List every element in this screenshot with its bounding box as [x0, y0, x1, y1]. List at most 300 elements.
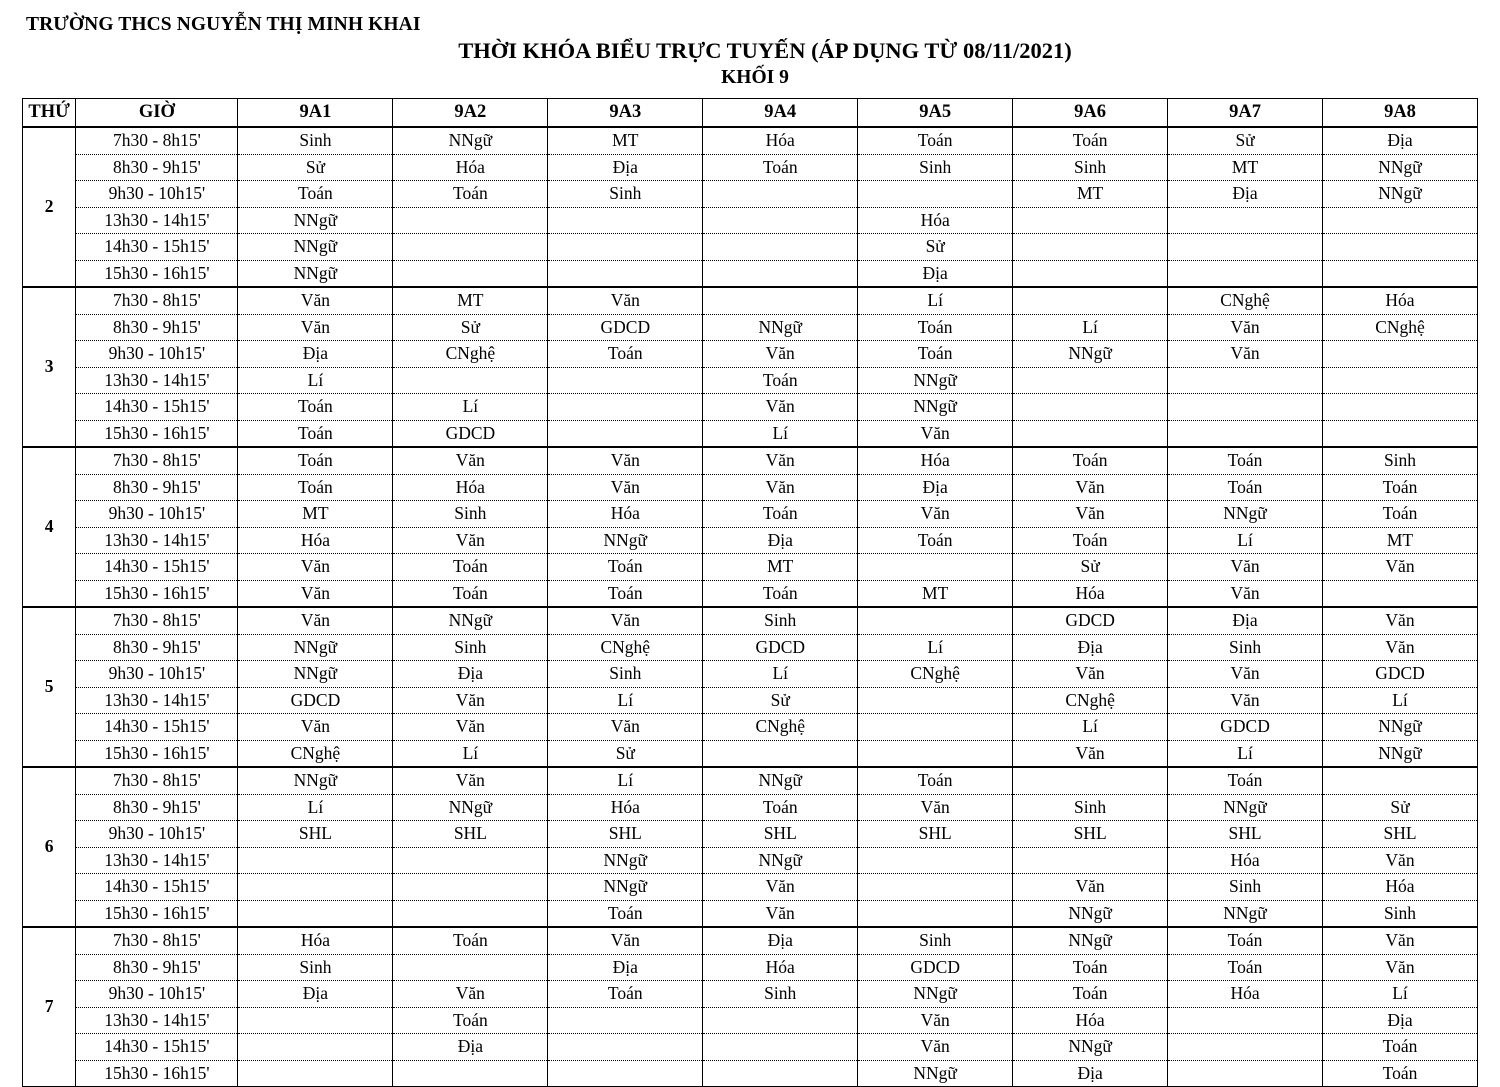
subject-cell: Văn	[1323, 554, 1478, 581]
period-time: 14h30 - 15h15'	[76, 874, 238, 901]
table-row	[23, 1034, 1478, 1061]
subject-cell: MT	[1323, 527, 1478, 554]
column-header-9a1: 9A1	[238, 99, 393, 128]
period-time: 7h30 - 8h15'	[76, 127, 238, 154]
subject-cell: GDCD	[858, 954, 1013, 981]
table-row	[23, 260, 1478, 287]
grade-subtitle: KHỐI 9	[721, 67, 789, 88]
subject-cell: Toán	[1168, 447, 1323, 474]
subject-cell: Hóa	[238, 927, 393, 954]
subject-cell: Sử	[548, 740, 703, 767]
subject-cell: NNgữ	[238, 207, 393, 234]
subject-cell: Toán	[548, 580, 703, 607]
subject-cell: Toán	[393, 554, 548, 581]
table-row	[23, 1060, 1478, 1087]
subject-cell: Văn	[548, 287, 703, 314]
subject-cell: CNghệ	[1323, 314, 1478, 341]
subject-cell: Văn	[1168, 580, 1323, 607]
subject-cell: Sinh	[1013, 154, 1168, 181]
subject-cell: Toán	[393, 181, 548, 208]
table-row	[23, 580, 1478, 607]
subject-cell: SHL	[703, 821, 858, 848]
subject-cell	[1323, 260, 1478, 287]
subject-cell: Lí	[548, 767, 703, 794]
subject-cell: Sử	[238, 154, 393, 181]
subject-cell	[548, 234, 703, 261]
day-label: 6	[23, 767, 76, 927]
period-time: 7h30 - 8h15'	[76, 607, 238, 634]
table-row	[23, 687, 1478, 714]
subject-cell: Văn	[703, 874, 858, 901]
period-time: 13h30 - 14h15'	[76, 847, 238, 874]
subject-cell: Văn	[1013, 740, 1168, 767]
subject-cell	[1013, 420, 1168, 447]
subject-cell: Văn	[858, 420, 1013, 447]
table-row	[23, 420, 1478, 447]
period-time: 7h30 - 8h15'	[76, 287, 238, 314]
subject-cell	[1323, 767, 1478, 794]
subject-cell: Văn	[1323, 607, 1478, 634]
subject-cell: Sinh	[1013, 794, 1168, 821]
subject-cell: Toán	[1323, 1034, 1478, 1061]
subject-cell: Hóa	[1168, 847, 1323, 874]
subject-cell: Văn	[548, 607, 703, 634]
subject-cell	[393, 1060, 548, 1087]
subject-cell	[548, 1060, 703, 1087]
subject-cell: Lí	[1013, 314, 1168, 341]
subject-cell: Văn	[1013, 474, 1168, 501]
table-row	[23, 714, 1478, 741]
subject-cell: Địa	[1013, 1060, 1168, 1087]
subject-cell	[393, 874, 548, 901]
subject-cell: NNgữ	[1168, 501, 1323, 528]
subject-cell: Hóa	[393, 154, 548, 181]
subject-cell: Văn	[703, 341, 858, 368]
subject-cell	[1013, 847, 1168, 874]
subject-cell: GDCD	[1323, 661, 1478, 688]
subject-cell: NNgữ	[1323, 740, 1478, 767]
subject-cell: Địa	[393, 661, 548, 688]
subject-cell: Sinh	[393, 501, 548, 528]
subject-cell: Sinh	[1168, 874, 1323, 901]
subject-cell: NNgữ	[858, 394, 1013, 421]
subject-cell: Văn	[1168, 314, 1323, 341]
period-time: 13h30 - 14h15'	[76, 207, 238, 234]
subject-cell	[858, 714, 1013, 741]
subject-cell: Sinh	[703, 981, 858, 1008]
subject-cell: Lí	[238, 367, 393, 394]
subject-cell: Hóa	[393, 474, 548, 501]
subject-cell: Toán	[858, 767, 1013, 794]
subject-cell: Lí	[548, 687, 703, 714]
subject-cell: Toán	[393, 927, 548, 954]
subject-cell: Địa	[1323, 127, 1478, 154]
subject-cell: Toán	[703, 501, 858, 528]
subject-cell	[393, 367, 548, 394]
subject-cell: Hóa	[858, 447, 1013, 474]
subject-cell: SHL	[238, 821, 393, 848]
subject-cell	[703, 1007, 858, 1034]
table-row	[23, 474, 1478, 501]
subject-cell: Địa	[238, 981, 393, 1008]
subject-cell: NNgữ	[1013, 341, 1168, 368]
subject-cell	[393, 234, 548, 261]
subject-cell	[858, 181, 1013, 208]
subject-cell: Toán	[238, 474, 393, 501]
subject-cell: Hóa	[1323, 287, 1478, 314]
table-row	[23, 900, 1478, 927]
subject-cell: Văn	[703, 900, 858, 927]
subject-cell: MT	[548, 127, 703, 154]
subject-cell: SHL	[548, 821, 703, 848]
subject-cell: Văn	[238, 287, 393, 314]
subject-cell	[1323, 394, 1478, 421]
table-row	[23, 874, 1478, 901]
subject-cell: Văn	[393, 714, 548, 741]
subject-cell: NNgữ	[238, 661, 393, 688]
table-row	[23, 634, 1478, 661]
day-label: 2	[23, 127, 76, 287]
day-label: 5	[23, 607, 76, 767]
table-row	[23, 127, 1478, 154]
subject-cell: Văn	[1323, 954, 1478, 981]
period-time: 13h30 - 14h15'	[76, 367, 238, 394]
subject-cell	[1013, 260, 1168, 287]
subject-cell: Địa	[1168, 607, 1323, 634]
subject-cell: Sinh	[393, 634, 548, 661]
subject-cell: CNghệ	[548, 634, 703, 661]
subject-cell: Toán	[1013, 981, 1168, 1008]
subject-cell: Văn	[548, 927, 703, 954]
period-time: 7h30 - 8h15'	[76, 927, 238, 954]
subject-cell: Văn	[703, 474, 858, 501]
subject-cell: Toán	[548, 900, 703, 927]
subject-cell: Hóa	[1013, 580, 1168, 607]
period-time: 9h30 - 10h15'	[76, 341, 238, 368]
subject-cell: Hóa	[858, 207, 1013, 234]
subject-cell: Toán	[548, 981, 703, 1008]
subject-cell: Văn	[1013, 874, 1168, 901]
period-time: 8h30 - 9h15'	[76, 474, 238, 501]
subject-cell: NNgữ	[238, 260, 393, 287]
period-time: 9h30 - 10h15'	[76, 981, 238, 1008]
subject-cell: GDCD	[1013, 607, 1168, 634]
subject-cell: Địa	[1323, 1007, 1478, 1034]
table-row	[23, 954, 1478, 981]
subject-cell: Toán	[1323, 501, 1478, 528]
timetable	[22, 98, 1478, 1087]
subject-cell	[858, 874, 1013, 901]
subject-cell: Văn	[393, 447, 548, 474]
table-row	[23, 367, 1478, 394]
subject-cell: NNgữ	[238, 634, 393, 661]
subject-cell: Toán	[238, 181, 393, 208]
subject-cell	[393, 207, 548, 234]
subject-cell: Văn	[238, 314, 393, 341]
subject-cell: Văn	[548, 447, 703, 474]
subject-cell	[703, 234, 858, 261]
subject-cell: CNghệ	[703, 714, 858, 741]
subject-cell: MT	[858, 580, 1013, 607]
subject-cell: Toán	[1013, 954, 1168, 981]
subject-cell: MT	[238, 501, 393, 528]
subject-cell: Văn	[548, 714, 703, 741]
subject-cell: Địa	[238, 341, 393, 368]
table-row	[23, 927, 1478, 954]
subject-cell: Sinh	[1168, 634, 1323, 661]
column-header-9a4: 9A4	[703, 99, 858, 128]
subject-cell: Địa	[1013, 634, 1168, 661]
subject-cell	[1013, 367, 1168, 394]
day-label: 7	[23, 927, 76, 1087]
subject-cell	[1168, 394, 1323, 421]
subject-cell	[1168, 1034, 1323, 1061]
column-header-9a6: 9A6	[1013, 99, 1168, 128]
subject-cell: Hóa	[1013, 1007, 1168, 1034]
subject-cell: Toán	[858, 341, 1013, 368]
subject-cell	[1323, 580, 1478, 607]
period-time: 13h30 - 14h15'	[76, 1007, 238, 1034]
subject-cell: NNgữ	[238, 234, 393, 261]
subject-cell: NNgữ	[1168, 900, 1323, 927]
subject-cell: Văn	[393, 981, 548, 1008]
subject-cell	[703, 260, 858, 287]
subject-cell	[1013, 207, 1168, 234]
subject-cell: NNgữ	[238, 767, 393, 794]
subject-cell	[393, 260, 548, 287]
subject-cell: Lí	[1323, 687, 1478, 714]
subject-cell: Địa	[548, 154, 703, 181]
subject-cell: Toán	[548, 554, 703, 581]
subject-cell	[703, 1060, 858, 1087]
period-time: 8h30 - 9h15'	[76, 794, 238, 821]
table-row	[23, 154, 1478, 181]
subject-cell: Sinh	[703, 607, 858, 634]
subject-cell: Hóa	[548, 501, 703, 528]
subject-cell: GDCD	[548, 314, 703, 341]
subject-cell: Sinh	[858, 927, 1013, 954]
period-time: 9h30 - 10h15'	[76, 661, 238, 688]
period-time: 8h30 - 9h15'	[76, 154, 238, 181]
subject-cell: Văn	[858, 1034, 1013, 1061]
subject-cell: Văn	[238, 714, 393, 741]
subject-cell: Văn	[393, 767, 548, 794]
subject-cell: GDCD	[238, 687, 393, 714]
subject-cell: NNgữ	[1013, 1034, 1168, 1061]
subject-cell: NNgữ	[1323, 714, 1478, 741]
table-row	[23, 1007, 1478, 1034]
subject-cell: NNgữ	[1323, 154, 1478, 181]
subject-cell: MT	[1168, 154, 1323, 181]
subject-cell: Lí	[1168, 527, 1323, 554]
subject-cell	[1323, 207, 1478, 234]
subject-cell: MT	[703, 554, 858, 581]
subject-cell: Hóa	[1323, 874, 1478, 901]
subject-cell: Văn	[1168, 554, 1323, 581]
period-time: 7h30 - 8h15'	[76, 767, 238, 794]
subject-cell: Văn	[548, 474, 703, 501]
subject-cell	[1013, 767, 1168, 794]
subject-cell	[703, 740, 858, 767]
subject-cell	[1168, 420, 1323, 447]
subject-cell: Văn	[1013, 661, 1168, 688]
subject-cell: Toán	[703, 580, 858, 607]
period-time: 15h30 - 16h15'	[76, 740, 238, 767]
subject-cell: Toán	[858, 527, 1013, 554]
column-header-9a2: 9A2	[393, 99, 548, 128]
subject-cell: Văn	[393, 527, 548, 554]
subject-cell: NNgữ	[548, 847, 703, 874]
subject-cell: MT	[393, 287, 548, 314]
subject-cell	[393, 847, 548, 874]
subject-cell: Toán	[238, 420, 393, 447]
subject-cell: Lí	[393, 394, 548, 421]
subject-cell: Toán	[393, 1007, 548, 1034]
period-time: 8h30 - 9h15'	[76, 634, 238, 661]
subject-cell: Văn	[858, 501, 1013, 528]
subject-cell	[548, 260, 703, 287]
subject-cell: Lí	[238, 794, 393, 821]
subject-cell: Lí	[1323, 981, 1478, 1008]
subject-cell: Văn	[1323, 634, 1478, 661]
subject-cell: SHL	[393, 821, 548, 848]
subject-cell: Lí	[393, 740, 548, 767]
subject-cell: Văn	[703, 394, 858, 421]
subject-cell: NNgữ	[393, 794, 548, 821]
subject-cell: Lí	[703, 661, 858, 688]
subject-cell: Toán	[1168, 927, 1323, 954]
subject-cell: CNghệ	[393, 341, 548, 368]
column-header-9a3: 9A3	[548, 99, 703, 128]
subject-cell	[858, 687, 1013, 714]
period-time: 8h30 - 9h15'	[76, 954, 238, 981]
subject-cell: Văn	[238, 607, 393, 634]
subject-cell	[393, 954, 548, 981]
subject-cell: Văn	[1168, 687, 1323, 714]
table-row	[23, 527, 1478, 554]
subject-cell	[548, 1034, 703, 1061]
subject-cell: Sinh	[1323, 900, 1478, 927]
subject-cell	[1168, 207, 1323, 234]
period-time: 14h30 - 15h15'	[76, 394, 238, 421]
table-row	[23, 341, 1478, 368]
subject-cell: Sinh	[548, 181, 703, 208]
subject-cell	[1323, 367, 1478, 394]
subject-cell	[238, 874, 393, 901]
table-row	[23, 501, 1478, 528]
subject-cell: Sử	[1323, 794, 1478, 821]
subject-cell	[1323, 341, 1478, 368]
subject-cell: Toán	[703, 367, 858, 394]
subject-cell: Sử	[858, 234, 1013, 261]
subject-cell: CNghệ	[858, 661, 1013, 688]
subject-cell	[1323, 234, 1478, 261]
subject-cell: Toán	[1323, 474, 1478, 501]
subject-cell: Toán	[858, 314, 1013, 341]
subject-cell: Toán	[1013, 527, 1168, 554]
subject-cell: Văn	[858, 1007, 1013, 1034]
subject-cell: Địa	[1168, 181, 1323, 208]
subject-cell: NNgữ	[548, 874, 703, 901]
subject-cell: NNgữ	[1013, 927, 1168, 954]
subject-cell	[548, 1007, 703, 1034]
table-row	[23, 447, 1478, 474]
subject-cell: SHL	[858, 821, 1013, 848]
subject-cell: NNgữ	[1168, 794, 1323, 821]
subject-cell: CNghệ	[238, 740, 393, 767]
subject-cell: Địa	[703, 927, 858, 954]
subject-cell: Văn	[393, 687, 548, 714]
subject-cell: GDCD	[703, 634, 858, 661]
table-row	[23, 207, 1478, 234]
subject-cell	[1323, 420, 1478, 447]
subject-cell: Toán	[1013, 447, 1168, 474]
subject-cell: Lí	[858, 634, 1013, 661]
period-time: 9h30 - 10h15'	[76, 821, 238, 848]
subject-cell: Toán	[1168, 767, 1323, 794]
period-time: 14h30 - 15h15'	[76, 234, 238, 261]
subject-cell	[703, 207, 858, 234]
subject-cell	[1013, 394, 1168, 421]
table-row	[23, 607, 1478, 634]
subject-cell	[548, 420, 703, 447]
subject-cell: NNgữ	[548, 527, 703, 554]
subject-cell: Sử	[1013, 554, 1168, 581]
subject-cell: Sinh	[548, 661, 703, 688]
subject-cell: NNgữ	[703, 767, 858, 794]
period-time: 15h30 - 16h15'	[76, 1060, 238, 1087]
subject-cell	[858, 554, 1013, 581]
subject-cell: Hóa	[703, 954, 858, 981]
subject-cell	[548, 394, 703, 421]
period-time: 14h30 - 15h15'	[76, 1034, 238, 1061]
subject-cell: Địa	[548, 954, 703, 981]
subject-cell: Địa	[393, 1034, 548, 1061]
subject-cell: Toán	[548, 341, 703, 368]
subject-cell: NNgữ	[1013, 900, 1168, 927]
subject-cell	[548, 367, 703, 394]
column-header-9a7: 9A7	[1168, 99, 1323, 128]
table-row	[23, 794, 1478, 821]
subject-cell	[548, 207, 703, 234]
subject-cell: Văn	[1323, 927, 1478, 954]
subject-cell	[1013, 287, 1168, 314]
subject-cell: Toán	[703, 794, 858, 821]
subject-cell: Văn	[1168, 341, 1323, 368]
period-time: 13h30 - 14h15'	[76, 687, 238, 714]
subject-cell: NNgữ	[703, 314, 858, 341]
subject-cell: Hóa	[238, 527, 393, 554]
subject-cell: NNgữ	[858, 367, 1013, 394]
period-time: 9h30 - 10h15'	[76, 501, 238, 528]
subject-cell	[858, 847, 1013, 874]
day-label: 3	[23, 287, 76, 447]
subject-cell	[1168, 367, 1323, 394]
period-time: 15h30 - 16h15'	[76, 420, 238, 447]
column-header-9a8: 9A8	[1323, 99, 1478, 128]
table-row	[23, 661, 1478, 688]
subject-cell: Lí	[858, 287, 1013, 314]
subject-cell	[238, 847, 393, 874]
subject-cell	[1168, 260, 1323, 287]
column-header-9a5: 9A5	[858, 99, 1013, 128]
subject-cell: Văn	[1013, 501, 1168, 528]
period-time: 15h30 - 16h15'	[76, 580, 238, 607]
subject-cell	[1168, 1007, 1323, 1034]
subject-cell: Lí	[703, 420, 858, 447]
period-time: 15h30 - 16h15'	[76, 900, 238, 927]
subject-cell: Văn	[1168, 661, 1323, 688]
